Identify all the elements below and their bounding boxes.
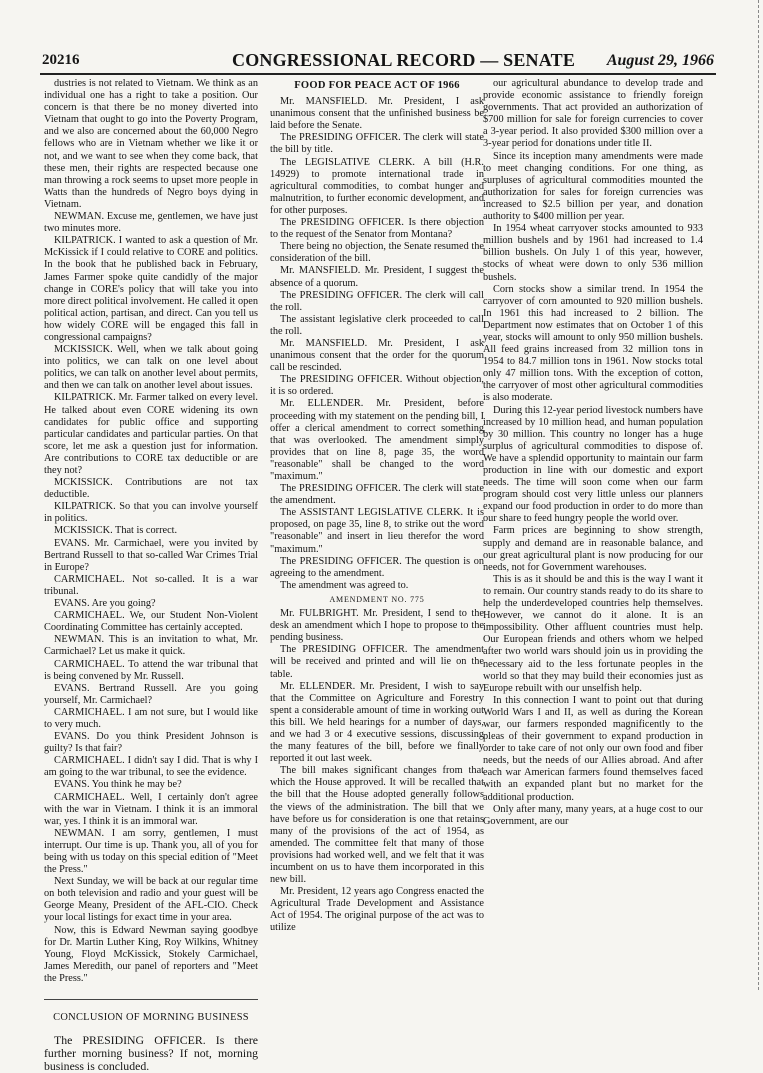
paragraph: KILPATRICK. I wanted to ask a question of Mr. McKissick if I could relative to CORE and politics. In the book that he published back in February, James Farmer spoke quite candidly of the major change in CORE's policy that will take you into more direct political involvement. He called it open political action, partisan, and direct. Can you tell us how widely CORE will be engaged this fall in congressional campaigns? (44, 235, 258, 343)
paragraph: KILPATRICK. Mr. Farmer talked on every level. He talked about even CORE widening its own candidates for public office and supporting particular candidates and particular parties. On that score, let me ask a question just for information. Are contributions to CORE tax deductible or are they not? (44, 392, 258, 476)
paragraph: There being no objection, the Senate resumed the consideration of the bill. (270, 241, 484, 265)
paragraph: EVANS. Mr. Carmichael, were you invited by Bertrand Russell to that so-called War Crimes Trial in Europe? (44, 537, 258, 573)
paragraph: During this 12-year period livestock numbers have increased by 10 million head, and human population by 30 million. This country no longer has a huge surplus of agricultural commodities to dispose of. We have a splendid opportunity to maintain our farm production in line with our domestic and export needs. The time will soon come when our farm program should cost very little unless our planners expand our food production in order to do more than our share to feed hungry people the world over. (483, 404, 703, 525)
paragraph: Mr. ELLENDER. Mr. President, before proceeding with my statement on the pending bill, I offer a clerical amendment to correct something that was overlooked. The amendment simply provides that on line 8, page 35, the word "reasonable" shall be changed to the word "maximum." (270, 398, 484, 482)
column-1-body (44, 78, 258, 985)
paragraph: CARMICHAEL. Not so-called. It is a war tribunal. (44, 573, 258, 597)
paragraph: Next Sunday, we will be back at our regular time on both television and radio and your guest will be George Meany, President of the AFL-CIO. Check your local listings for exact time in your area. (44, 876, 258, 924)
paragraph: The PRESIDING OFFICER. Is there objection to the request of the Senator from Montana? (270, 217, 484, 241)
paragraph: MCKISSICK. Well, when we talk about going into politics, we can talk on one level about politics, we can talk on another level about permits, and then we can talk on another level about issues. (44, 344, 258, 392)
column-2-body-a (270, 96, 484, 592)
paragraph: CARMICHAEL. I am not sure, but I would like to very much. (44, 706, 258, 730)
masthead-title: CONGRESSIONAL RECORD — SENATE (232, 50, 576, 70)
header-rule (40, 73, 716, 75)
page-number: 20216 (42, 52, 80, 68)
paragraph: The PRESIDING OFFICER. The amendment will be received and printed and will lie on the table. (270, 644, 484, 680)
paragraph: CARMICHAEL. We, our Student Non-Violent Coordinating Committee has certainly accepted. (44, 610, 258, 634)
paragraph: CARMICHAEL. I didn't say I did. That is why I am going to the war tribunal, to see the evidence. (44, 755, 258, 779)
paragraph: EVANS. You think he may be? (54, 779, 182, 791)
paragraph: The ASSISTANT LEGISLATIVE CLERK. It is proposed, on page 35, line 8, to strike out the word "reasonable" and insert in lieu therefor the word "maximum." (270, 507, 484, 555)
paragraph: MCKISSICK. Contributions are not tax deductible. (44, 477, 258, 501)
paragraph: EVANS. Are you going? (54, 598, 156, 610)
paragraph: Mr. MANSFIELD. Mr. President, I ask unanimous consent that the unfinished business be laid before the Senate. (270, 96, 484, 132)
paragraph: In 1954 wheat carryover stocks amounted to 933 million bushels and by 1961 had increased to 1.4 billion bushels. On July 1 of this year, however, stocks of wheat were down to only 536 million bushels. (483, 223, 703, 283)
paragraph: Mr. President, 12 years ago Congress enacted the Agricultural Trade Development and Assistance Act of 1954. The original purpose of the act was to utilize (270, 886, 484, 934)
paragraph: The assistant legislative clerk proceeded to call the roll. (270, 313, 484, 337)
paragraph: The PRESIDING OFFICER. The clerk will state the bill by title. (270, 132, 484, 156)
page-header (42, 52, 714, 74)
closing-paragraph: The PRESIDING OFFICER. Is there further morning business? If not, morning business is concluded. (44, 1033, 258, 1073)
column-2 (270, 78, 484, 978)
section-heading-block (44, 999, 258, 1024)
paragraph: KILPATRICK. So that you can involve yourself in politics. (44, 501, 258, 525)
column-2-body-b (270, 608, 484, 935)
paragraph: In this connection I want to point out that during World Wars I and II, as well as during the Korean war, our farmers responded magnificently to the pleas of their government to expand production in order to take care of not only our own food and fiber needs, but the needs of our Allies abroad. And after each war American farmers found themselves faced with an expanded plant but no market for the additional production. (483, 694, 703, 803)
paragraph: Mr. ELLENDER. Mr. President, I wish to say that the Committee on Agriculture and Forestry spent a considerable amount of time in working out this bill. We held hearings for a number of days, and we had 3 or 4 executive sessions, discussing the many features of the bill, before we finally reported it out last week. (270, 680, 484, 765)
column-3-body (483, 78, 703, 828)
paragraph: Mr. MANSFIELD. Mr. President, I suggest the absence of a quorum. (270, 265, 484, 289)
paragraph: EVANS. Do you think President Johnson is guilty? Is that fair? (44, 731, 258, 755)
paragraph: Mr. FULBRIGHT. Mr. President, I send to the desk an amendment which I hope to propose to the pending business. (270, 608, 484, 644)
paragraph: The PRESIDING OFFICER. Without objection, it is so ordered. (270, 374, 484, 398)
paragraph: The PRESIDING OFFICER. The clerk will call the roll. (270, 289, 484, 313)
paragraph: Only after many, many years, at a huge cost to our Government, are our (483, 803, 703, 827)
paragraph: NEWMAN. Excuse me, gentlemen, we have just two minutes more. (44, 211, 258, 235)
paragraph: our agricultural abundance to develop trade and provide economic assistance to friendly foreign governments. That act provided an authorization of $700 million for sale for foreign currencies to cover a 3-year period. It also provided $300 million over a 3-year period for donations under title II. (483, 78, 703, 150)
column-3 (483, 78, 703, 978)
paragraph: The PRESIDING OFFICER. The question is on agreeing to the amendment. (270, 555, 484, 579)
paragraph: NEWMAN. This is an invitation to what, Mr. Carmichael? Let us make it quick. (44, 634, 258, 658)
paragraph: EVANS. Bertrand Russell. Are you going yourself, Mr. Carmichael? (44, 682, 258, 706)
paragraph: Mr. MANSFIELD. Mr. President, I ask unanimous consent that the order for the quorum call be rescinded. (270, 337, 484, 374)
column-1 (44, 78, 258, 1073)
paragraph: CARMICHAEL. To attend the war tribunal that is being convened by Mr. Russell. (44, 658, 258, 682)
paragraph: The bill makes significant changes from that which the House approved. It will be recalled that the bill that the House adopted generally follows the views of the administration. The bill that we have before us for consideration is one that retains many of the provisions of the act of 1954, as amended. The committee felt that many of those provisions had worked well, and we felt that it was incumbent on us to have them incorporated in this new bill. (270, 765, 484, 886)
paragraph: This is as it should be and this is the way I want it to remain. Our country stands ready to do its share to help the underdeveloped countries help themselves. However, we cannot do it alone. It is an impossibility. Other affluent countries must help. Our European friends and others whom we helped after two world wars should join us in providing the necessary aid to the less fortunate peoples in the world so that they may build their economies just as Europe rebuilt with our unselfish help. (483, 573, 703, 694)
paragraph: Corn stocks show a similar trend. In 1954 the carryover of corn amounted to 920 million bushels. In 1961 this had increased to 2 billion. The Department now estimates that on October 1 of this year, stocks will amount to only 950 million bushels. All feed grains increased from 32 million tons in 1954 to 84.7 million tons in 1961. Now stocks total only 47 million tons. With the exception of cotton, the carryover of most other agricultural commodities is also moderate. (483, 283, 703, 404)
issue-date: August 29, 1966 (606, 52, 714, 69)
paragraph: Since its inception many amendments were made to meet changing conditions. For one thing, as surpluses of agricultural commodities mounted the authorization for sales for foreign currencies was increased to $2.5 billion per year, and donation authority to $400 million per year. (483, 150, 703, 223)
paragraph: Farm prices are beginning to show strength, supply and demand are in reasonable balance, and our great agricultural plant is now producing for our needs, not for Government warehouses. (483, 525, 703, 573)
paragraph: NEWMAN. I am sorry, gentlemen, I must interrupt. Our time is up. Thank you, all of you for being with us today on this special edition of "Meet the Press." (44, 827, 258, 876)
section-heading: CONCLUSION OF MORNING BUSINESS (53, 1012, 249, 1024)
paragraph: MCKISSICK. That is correct. (54, 525, 178, 537)
page-edge (756, 0, 759, 990)
paragraph: CARMICHAEL. Well, I certainly don't agree with the war in Vietnam. I think it is an immoral war, yes. I think it is an immoral war. (44, 791, 258, 827)
paragraph: The LEGISLATIVE CLERK. A bill (H.R. 14929) to promote international trade in agricultural commodities, to combat hunger and malnutrition, to further economic development, and for other purposes. (270, 156, 484, 216)
paragraph: The amendment was agreed to. (280, 579, 409, 591)
paragraph: Now, this is Edward Newman saying goodbye for Dr. Martin Luther King, Roy Wilkins, Whitney Young, Floyd McKissick, Stokely Carmichael, James Meredith, our panel of reporters and "Meet the Press." (44, 924, 258, 984)
article-heading: FOOD FOR PEACE ACT OF 1966 (294, 80, 460, 91)
amendment-label: AMENDMENT NO. 775 (329, 594, 425, 604)
paragraph: dustries is not related to Vietnam. We think as an individual one has a right to take a position. Our concern is that there be no money diverted into Vietnam that ought to go into the Poverty Program, and we also are concerned about the 60,000 Negro fellows who are in Vietnam whether we like it or not, and we want to see when they come back, that these men, their rights are respected because one man throwing a rock seems to upset more people in Watts than the hundreds of Negro boys dying in Vietnam. (44, 78, 258, 210)
paragraph: The PRESIDING OFFICER. The clerk will state the amendment. (270, 483, 484, 507)
